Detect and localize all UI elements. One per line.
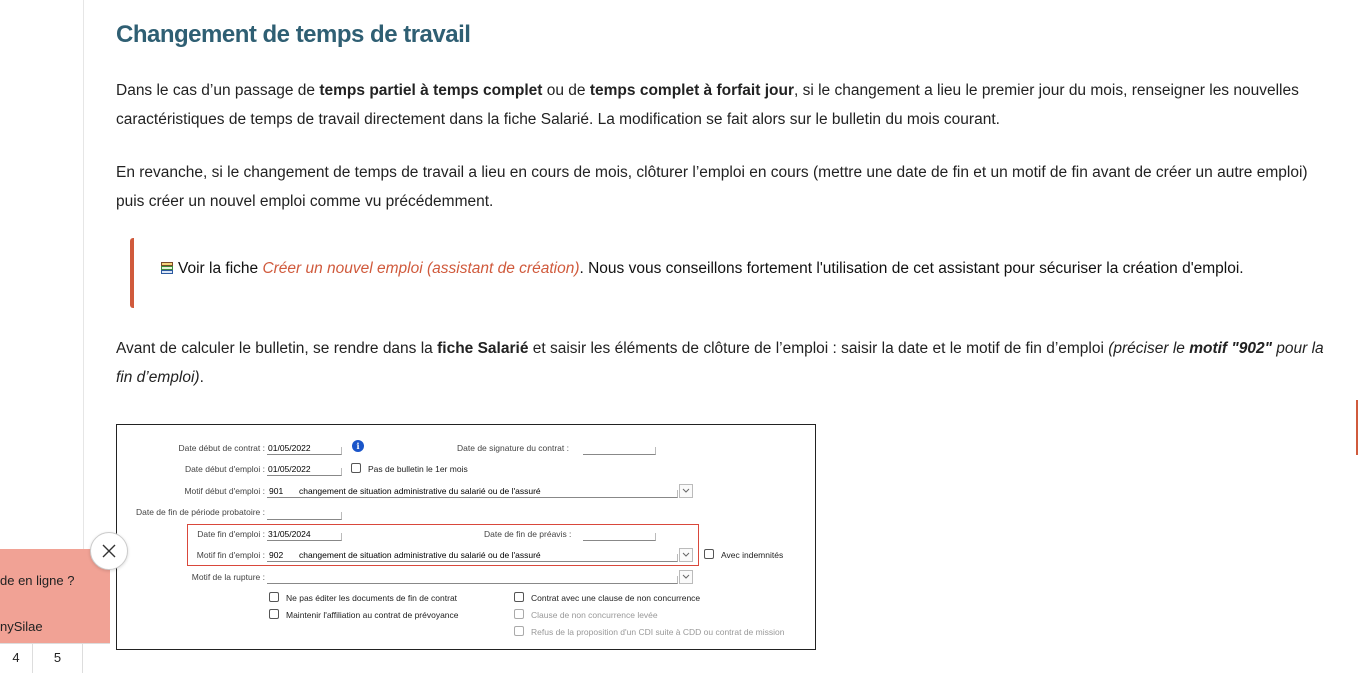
chevron-down-icon xyxy=(682,574,690,580)
date-debut-emploi-value: 01/05/2022 xyxy=(268,464,311,474)
rating-option-4[interactable]: 4 xyxy=(0,644,33,673)
motif-fin-label: Motif fin d'emploi : xyxy=(196,550,265,560)
motif-rupture-label: Motif de la rupture : xyxy=(191,572,265,582)
motif-rupture-dropdown[interactable] xyxy=(679,570,693,584)
motif-debut-text: changement de situation administrative du salarié ou de l'assuré xyxy=(299,486,541,496)
date-fin-preavis-label: Date de fin de préavis : xyxy=(484,529,572,539)
paragraph-4: Avant de calculer le bulletin, se rendre dans la fiche Salarié et saisir les éléments de clôture de l’emploi : saisir la date et le motif de fin d’emploi (préciser le motif "902" pour la fin d’emploi). xyxy=(116,340,1324,386)
refus-cdi-checkbox xyxy=(514,626,524,636)
ne-pas-editer-label: Ne pas éditer les documents de fin de contrat xyxy=(286,593,458,603)
rating-option-5[interactable]: 5 xyxy=(33,644,83,673)
refus-cdi-label: Refus de la proposition d'un CDI suite à CDD ou contrat de mission xyxy=(531,627,785,637)
motif-fin-code: 902 xyxy=(269,550,284,560)
scroll-indicator[interactable] xyxy=(1356,400,1358,455)
clause-levee-checkbox xyxy=(514,609,524,619)
date-fin-emploi-value: 31/05/2024 xyxy=(268,529,311,539)
chevron-down-icon xyxy=(682,488,690,494)
clause-non-concurrence-checkbox[interactable] xyxy=(514,592,524,602)
rating-scale xyxy=(0,643,110,673)
motif-debut-code: 901 xyxy=(269,486,284,496)
page-title: Changement de temps de travail xyxy=(116,21,471,48)
feedback-widget xyxy=(0,549,110,672)
create-employment-link[interactable]: Créer un nouvel emploi (assistant de création) xyxy=(262,260,580,277)
paragraph-2: En revanche, si le changement de temps de travail a lieu en cours de mois, clôturer l’emploi en cours (mettre une date de fin et un motif de fin avant de créer un autre emploi) puis créer un nouvel emploi comme vu précédemment. xyxy=(116,164,1308,210)
pas-bulletin-checkbox[interactable] xyxy=(351,463,361,473)
feedback-question: de en ligne ? xyxy=(0,573,75,588)
date-debut-contrat-value: 01/05/2022 xyxy=(268,443,311,453)
avec-indemnites-checkbox[interactable] xyxy=(704,549,714,559)
maintenir-affiliation-checkbox[interactable] xyxy=(269,609,279,619)
book-icon xyxy=(160,261,174,275)
feedback-brand: nySilae xyxy=(0,619,43,634)
motif-fin-dropdown[interactable] xyxy=(679,548,693,562)
info-icon[interactable]: i xyxy=(352,440,364,452)
chevron-down-icon xyxy=(682,552,690,558)
motif-debut-label: Motif début d'emploi : xyxy=(184,486,265,496)
avec-indemnites-label: Avec indemnités xyxy=(721,550,784,560)
date-signature-field[interactable] xyxy=(583,447,656,455)
date-signature-label: Date de signature du contrat : xyxy=(457,443,569,453)
employment-form-screenshot xyxy=(116,424,816,650)
paragraph-1: Dans le cas d’un passage de temps partiel à temps complet ou de temps complet à forfait jour, si le changement a lieu le premier jour du mois, renseigner les nouvelles caractéristiques de temps de travail directement dans la fiche Salarié. La modification se fait alors sur le bulletin du mois courant. xyxy=(116,82,1299,128)
maintenir-affiliation-label: Maintenir l'affiliation au contrat de prévoyance xyxy=(286,610,459,620)
date-fin-preavis-field[interactable] xyxy=(583,533,656,541)
close-widget-button[interactable] xyxy=(90,532,128,570)
periode-probatoire-label: Date de fin de période probatoire : xyxy=(135,507,265,517)
date-debut-emploi-label: Date début d'emploi : xyxy=(184,464,265,474)
callout-box: Voir la fiche Créer un nouvel emploi (assistant de création). Nous vous conseillons fortement l'utilisation de cet assistant pour sécuriser la création d'emploi. xyxy=(130,238,1334,308)
date-debut-contrat-label: Date début de contrat : xyxy=(178,443,265,453)
pas-bulletin-label: Pas de bulletin le 1er mois xyxy=(368,464,468,474)
periode-probatoire-field[interactable] xyxy=(267,512,342,520)
close-icon xyxy=(102,544,116,558)
clause-levee-label: Clause de non concurrence levée xyxy=(531,610,658,620)
clause-non-concurrence-label: Contrat avec une clause de non concurrence xyxy=(531,593,701,603)
date-fin-emploi-label: Date fin d'emploi : xyxy=(197,529,265,539)
ne-pas-editer-checkbox[interactable] xyxy=(269,592,279,602)
motif-fin-text: changement de situation administrative du salarié ou de l'assuré xyxy=(299,550,541,560)
motif-debut-dropdown[interactable] xyxy=(679,484,693,498)
